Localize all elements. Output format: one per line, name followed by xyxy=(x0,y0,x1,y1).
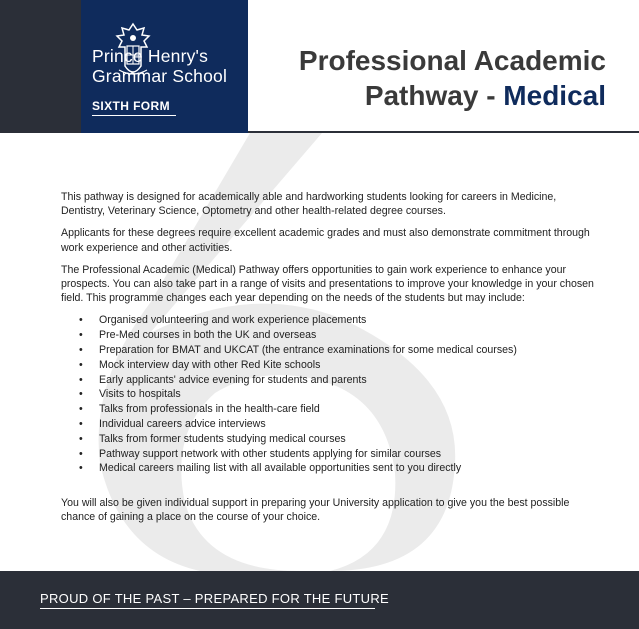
page-header xyxy=(0,0,639,133)
list-item: • Mock interview day with other Red Kite schools xyxy=(61,358,601,373)
list-item: • Visits to hospitals xyxy=(61,387,601,402)
list-item: • Organised volunteering and work experience placements xyxy=(61,313,601,328)
list-item: • Individual careers advice interviews xyxy=(61,417,601,432)
requirements-paragraph: Applicants for these degrees require excellent academic grades and must also demonstrate commitment through work experience and other activities. xyxy=(61,227,590,254)
list-item: • Talks from former students studying medical courses xyxy=(61,432,601,447)
title-line1: Professional Academic xyxy=(298,45,606,76)
footer-underline xyxy=(40,608,375,609)
page-footer xyxy=(0,571,639,629)
title-line2 xyxy=(299,78,606,113)
intro-paragraph: This pathway is designed for academically able and hardworking students looking for careers in Medicine, Dentistry, Veterinary Science, Optometry and other health-related degree courses. xyxy=(61,191,557,218)
title-line2-prefix: Pathway - xyxy=(364,80,504,111)
title-accent: Medical xyxy=(503,80,606,111)
list-item: • Medical careers mailing list with all available opportunities sent to you directly xyxy=(61,461,601,476)
header-dark-panel xyxy=(0,0,81,133)
school-name-line2: Grammar School xyxy=(92,66,228,86)
list-item: • Pathway support network with other students applying for similar courses xyxy=(61,447,601,462)
list-item: • Pre-Med courses in both the UK and overseas xyxy=(61,328,601,343)
school-name xyxy=(92,46,227,86)
sixth-form-label: SIXTH FORM xyxy=(92,99,170,113)
pathway-paragraph: The Professional Academic (Medical) Pathway offers opportunities to gain work experience to enhance your prospects. You can also take part in a range of visits and presentations to improve your knowledge in your chosen field. This programme changes each year depending on the needs of the students but may include: xyxy=(61,263,594,305)
main-content xyxy=(61,190,601,476)
closing-paragraph: You will also be given individual support in preparing your University application to give you the best possible chance of gaining a place on the course of your choice. xyxy=(61,497,570,524)
page-title xyxy=(299,43,606,113)
opportunities-list xyxy=(61,313,601,476)
sixth-form-underline xyxy=(92,115,176,116)
list-item: • Early applicants' advice evening for students and parents xyxy=(61,373,601,388)
footer-tagline: PROUD OF THE PAST – PREPARED FOR THE FUTURE xyxy=(40,591,390,606)
school-brand-panel xyxy=(81,0,248,133)
list-item: • Preparation for BMAT and UKCAT (the entrance examinations for some medical courses) xyxy=(61,343,601,358)
school-name-line1: Prince Henry's xyxy=(92,46,209,66)
list-item: • Talks from professionals in the health-care field xyxy=(61,402,601,417)
